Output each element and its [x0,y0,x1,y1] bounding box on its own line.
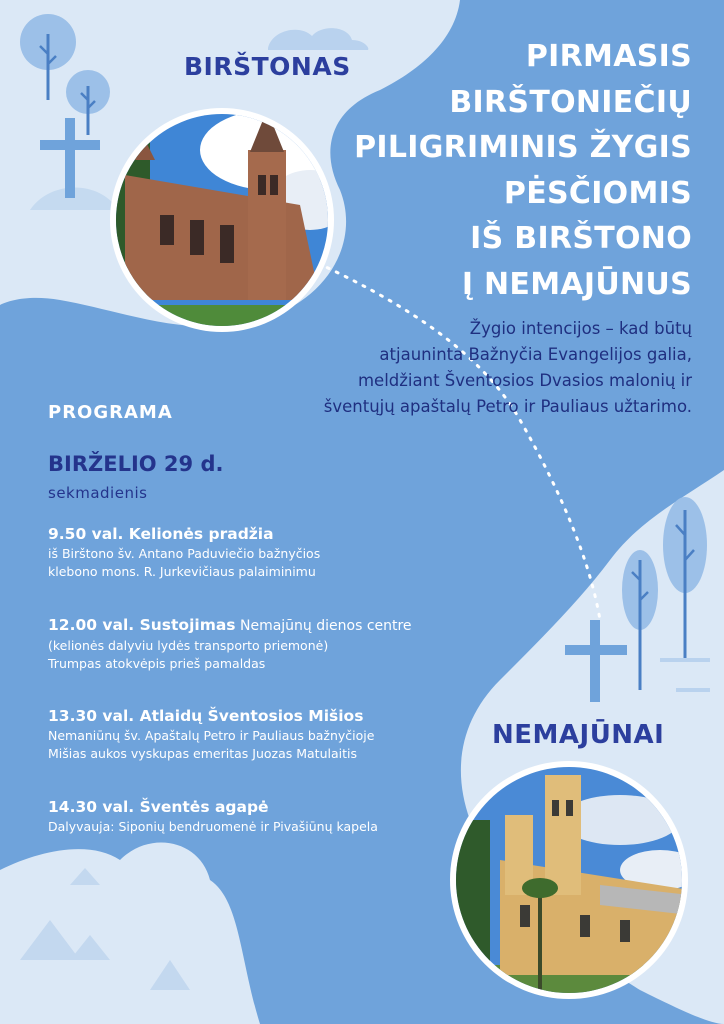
event-weekday: sekmadienis [48,484,148,502]
title-line: BIRŠTONIEČIŲ [449,84,692,120]
program-item-heading [48,523,320,545]
program-item [48,796,378,836]
program-item-detail: Trumpas atokvėpis prieš pamaldas [48,656,266,671]
program-item-heading [48,705,374,727]
program-heading: PROGRAMA [48,402,173,423]
program-item-time-title: 13.30 val. Atlaidų Šventosios Mišios [48,707,364,725]
cross-icon-vertical [590,620,600,702]
program-item-time-title: 14.30 val. Šventės agapė [48,798,269,816]
title-line: PĖSČIOMIS [503,175,692,211]
end-place-label: NEMAJŪNAI [492,720,665,750]
program-item-time-title: 12.00 val. Sustojimas [48,616,236,634]
intentions-line: Žygio intencijos – kad būtų [469,319,692,338]
title-line: PILIGRIMINIS ŽYGIS [354,130,692,165]
title-line: IŠ BIRŠTONO [470,221,692,256]
program-item [48,614,412,673]
program-item-location: Nemajūnų dienos centre [235,618,412,634]
cross-icon-vertical [65,118,75,198]
program-item [48,705,374,763]
program-item-detail: Dalyvauja: Siponių bendruomenė ir Pivašiūnų kapela [48,819,378,834]
program-item-time-title: 9.50 val. Kelionės pradžia [48,525,274,543]
intentions-text [324,316,692,420]
program-item-detail: klebono mons. R. Jurkevičiaus palaiminimu [48,564,316,579]
program-item [48,523,320,581]
program-item-detail: Mišias aukos vyskupas emeritas Juozas Matulaitis [48,746,358,761]
program-item-detail: Nemaniūnų šv. Apaštalų Petro ir Pauliaus bažnyčioje [48,728,375,743]
program-item-detail: (kelionės dalyviu lydės transporto priemonė) [48,638,329,653]
program-item-heading [48,614,412,637]
program-item-heading [48,796,378,818]
title-line: PIRMASIS [525,39,692,74]
program-item-detail: iš Birštono šv. Antano Paduviečio bažnyčios [48,546,321,561]
cross-icon-horizontal [40,140,100,150]
poster-title [354,34,692,307]
event-date: BIRŽELIO 29 d. [48,452,224,476]
intentions-line: atjauninta Bažnyčia Evangelijos galia, [379,345,692,364]
cross-icon-horizontal [565,645,627,655]
title-line: Į NEMAJŪNUS [461,266,692,302]
intentions-line: meldžiant Šventosios Dvasios malonių ir [357,371,692,390]
intentions-line: šventųjų apaštalų Petro ir Pauliaus užtarimo. [323,397,692,416]
start-place-label: BIRŠTONAS [184,52,351,81]
